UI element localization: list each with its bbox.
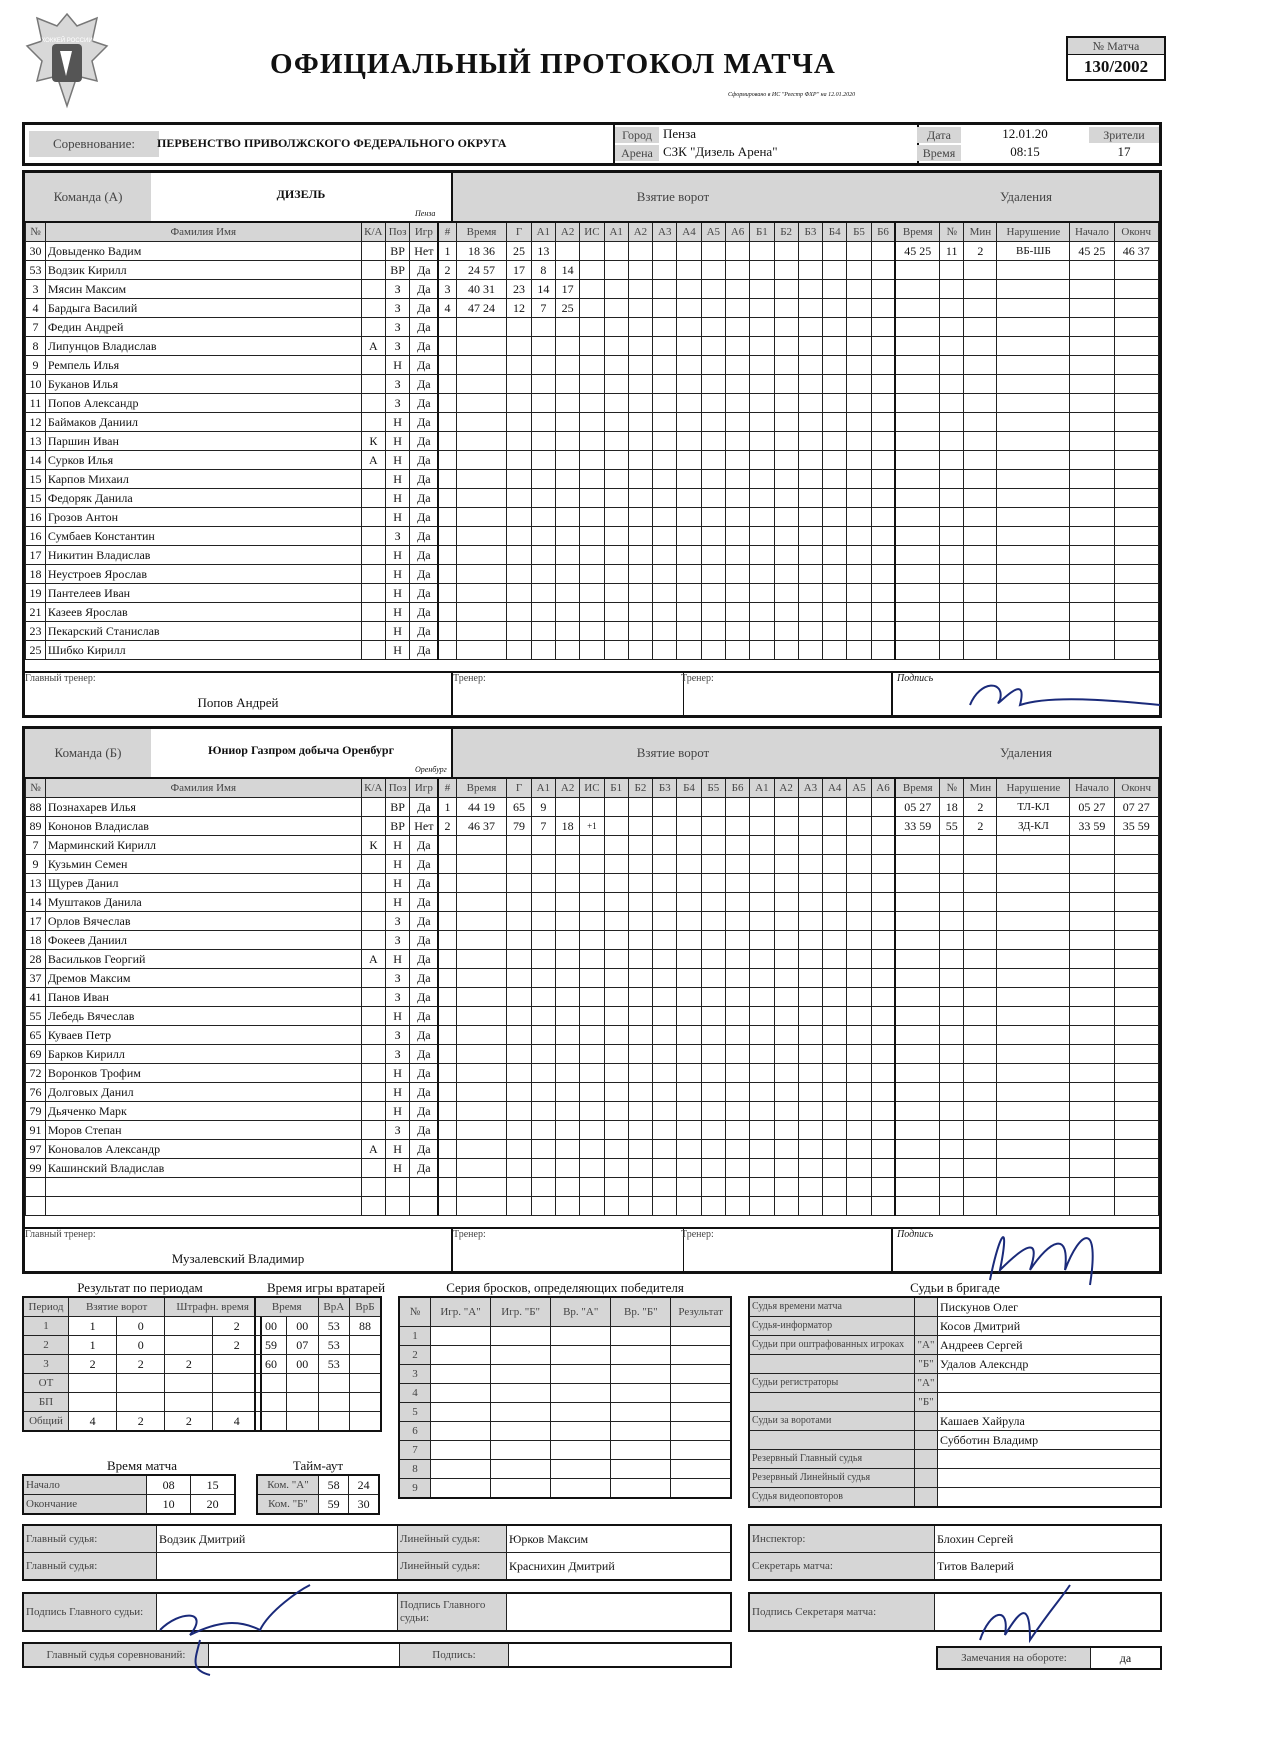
teamB-goals-title: Взятие ворот [451,729,895,777]
table-row: 7 Федин Андрей З Да [26,318,1159,337]
table-row: 16 Грозов Антон Н Да [26,508,1159,527]
table-row: 9 [399,1479,731,1499]
goalie-time-title: Время игры вратарей [266,1280,386,1295]
table-row: 2 [399,1346,731,1365]
table-row: Судьи при оштрафованных игроках "А" Андреев Сергей [749,1336,1161,1355]
table-row: Субботин Владимр [749,1431,1161,1450]
table-row: 9 Кузьмин Семен Н Да [26,855,1159,874]
referee-signatures: Подпись Главного судьи: Подпись Главного судьи: [22,1592,732,1632]
table-row: 19 Пантелеев Иван Н Да [26,584,1159,603]
table-row: 21 Казеев Ярослав Н Да [26,603,1159,622]
table-row: 17 Никитин Владислав Н Да [26,546,1159,565]
page-subtitle: Сформировано в ИС "Реестр ФХР" на 12.01.2020 [728,92,856,98]
table-row: 8 [399,1460,731,1479]
table-row: 65 Куваев Петр З Да [26,1026,1159,1045]
table-row: 4 Бардыга Василий З Да 4 47 24 12 7 25 [26,299,1159,318]
teamA-sign-label: Подпись [897,673,934,684]
referees-table: Главный судья: Водзик Дмитрий Линейный судья: Юрков Максим Главный судья: Линейный судья: Краснихин Дмитрий [22,1524,732,1581]
table-row [255,1393,381,1412]
table-row [26,1178,1159,1197]
arena: СЗК "Дизель Арена" [663,144,778,159]
match-time-title: Время матча [107,1458,177,1473]
table-row: 5 [399,1403,731,1422]
table-row: Резервный Главный судья [749,1450,1161,1469]
table-row: Судьи за воротами Кашаев Хайрула [749,1412,1161,1431]
table-row [255,1374,381,1393]
page-title: ОФИЦИАЛЬНЫЙ ПРОТОКОЛ МАТЧА [270,48,836,80]
teamB-name: Юниор Газпром добыча Оренбург [207,743,395,757]
competition-label: Соревнование: [29,131,159,157]
table-row: 97 Коновалов Александр А Н Да [26,1140,1159,1159]
timeout-title: Тайм-аут [292,1458,344,1473]
teamA-name: ДИЗЕЛЬ [276,187,326,201]
table-row: 6 [399,1422,731,1441]
table-row: Судья-информатор Косов Дмитрий [749,1317,1161,1336]
teamB-coach: Музалевский Владимир [171,1251,305,1266]
table-row: Судья видеоповторов [749,1488,1161,1508]
table-row: 3 2 2 2 [23,1355,261,1374]
table-row: 79 Дьяченко Марк Н Да [26,1102,1159,1121]
table-row: 17 Орлов Вячеслав З Да [26,912,1159,931]
teamA-city: Пенза [415,209,436,218]
shootout-table: № Игр. "А" Игр. "Б" Вр. "А" Вр. "Б" Результат 1 2 3 4 5 6 7 8 9 [398,1296,732,1499]
table-row: 10 Буканов Илья З Да [26,375,1159,394]
teamB-trainer-2: Тренер: [681,1229,893,1271]
table-row: 13 Щурев Данил Н Да [26,874,1159,893]
table-row: 76 Долговых Данил Н Да [26,1083,1159,1102]
secretary-signature-ink [970,1580,1080,1660]
time-label: Время [917,145,961,161]
table-row: 7 Марминский Кирилл К Н Да [26,836,1159,855]
table-row: 1 1 0 2 [23,1317,261,1336]
match-number-box [1066,36,1166,81]
table-row: ОТ [23,1374,261,1393]
table-row: 53 Водзик Кирилл ВР Да 2 24 57 17 8 14 [26,261,1159,280]
city-label: Город [615,127,659,143]
match-time-table: Начало 08 15 Окончание 10 20 [22,1474,236,1515]
remarks: Замечания на обороте: да [936,1646,1162,1670]
timeout-table: Ком. "А" 58 24 Ком. "Б" 59 30 [256,1474,380,1515]
team-a-section [22,170,1162,718]
goalie-time-table: Время ВрА ВрБ 00 00 53 88 59 07 53 60 00 53 [254,1296,382,1432]
date-label: Дата [917,127,961,143]
competition-judge: Главный судья соревнований: Подпись: [22,1642,732,1668]
table-row: 2 1 0 2 [23,1336,261,1355]
table-row: 11 Попов Александр З Да [26,394,1159,413]
table-row: 15 Карпов Михаил Н Да [26,470,1159,489]
table-row: 00 00 53 88 [255,1317,381,1336]
table-row: 37 Дремов Максим З Да [26,969,1159,988]
table-row: 7 [399,1441,731,1460]
match-number-label: № Матча [1068,38,1164,54]
teamB-penalties-title: Удаления [893,729,1159,777]
table-row: 72 Воронков Трофим Н Да [26,1064,1159,1083]
table-row: Судьи регистраторы "А" [749,1374,1161,1393]
teamA-roster-table: № Фамилия Имя К/А Поз Игр # Время Г А1 А2 ИС А1 А2 А3 А4 А5 А6 Б1 Б2 Б3 Б4 Б5 Б6 Время № Мин Нарушение Начало Оконч 30 Довыденко Вадим ВР Нет 1 18 36 25 13 45 25 11 2 ВБ-ШБ 45 25 46 37 53 Водзик Кирилл ВР Да 2 24 57 17 8 14 3 Мясин Максим З Да 3 40 31 23 14 17 4 Бардыга Василий З Да 4 47 24 12 7 25 7 Федин Андрей З Да 8 Липунцов Владислав А З Да 9 Ремпель Илья Н Да 10 Буканов Илья З Да 11 Попов Александр З Да 12 Баймаков Даниил Н Да 13 Паршин Иван К Н Да 14 Сурков Илья А Н Да 15 Карпов Михаил Н Да 15 Федоряк Данила Н Да 16 Грозов Антон Н Да 16 Сумбаев Константин З Да 17 Никитин Владислав Н Да 18 Неустроев Ярослав Н Да 19 Пантелеев Иван Н Да 21 Казеев Ярослав Н Да 23 Пекарский Станислав Н Да 25 Шибко Кирилл Н Да [25,221,1159,660]
teamA-coach-label: Главный тренер: [25,673,96,684]
brigade-table [748,1296,1162,1508]
table-row: "Б" Удалов Алексндр [749,1355,1161,1374]
table-row: 1 [399,1327,731,1346]
inspector-table: Инспектор: Блохин Сергей Секретарь матча: Титов Валерий [748,1524,1162,1581]
teamB-label: Команда (Б) [25,729,151,777]
teamB-sign-label: Подпись [897,1229,934,1240]
periods-title: Результат по периодам [77,1280,203,1295]
teamA-penalties-title: Удаления [893,173,1159,221]
team-a-signature [960,660,1170,720]
table-row: 18 Фокеев Даниил З Да [26,931,1159,950]
table-row: 8 Липунцов Владислав А З Да [26,337,1159,356]
table-row: 9 Ремпель Илья Н Да [26,356,1159,375]
table-row: "Б" [749,1393,1161,1412]
table-row: 59 07 53 [255,1336,381,1355]
table-row: 89 Кононов Владислав ВР Нет 2 46 37 79 7 18 +1 33 59 55 2 ЗД-КЛ 33 59 35 59 [26,817,1159,836]
teamB-roster-table: № Фамилия Имя К/А Поз Игр # Время Г А1 А2 ИС Б1 Б2 Б3 Б4 Б5 Б6 А1 А2 А3 А4 А5 А6 Время № Мин Нарушение Начало Оконч 88 Познахарев Илья ВР Да 1 44 19 65 9 05 27 18 2 ТЛ-КЛ 05 27 07 27 89 Кононов Владислав ВР Нет 2 46 37 79 7 18 +1 33 59 55 2 ЗД-КЛ 33 59 35 59 7 Марминский Кирилл К Н Да 9 Кузьмин Семен Н Да 13 Щурев Данил Н Да 14 Муштаков Данила Н Да 17 Орлов Вячеслав З Да 18 Фокеев Даниил З Да 28 Васильков Георгий А Н Да 37 Дремов Максим З Да 41 Панов Иван З Да 55 Лебедь Вячеслав Н Да 65 Куваев Петр З Да 69 Барков Кирилл З Да 72 Воронков Трофим Н Да 76 Долговых Данил Н Да 79 Дьяченко Марк Н Да 91 Моров Степан З Да 97 Коновалов Александр А Н Да 99 Кашинский Владислав Н Да [25,777,1159,1216]
table-row: 25 Шибко Кирилл Н Да [26,641,1159,660]
table-row: Резервный Линейный судья [749,1469,1161,1488]
logo-text: ХОККЕЙ РОССИИ [41,38,93,44]
date: 12.01.20 [1002,126,1048,141]
info-bar [22,122,1162,166]
table-row: БП [23,1393,261,1412]
table-row: 18 Неустроев Ярослав Н Да [26,565,1159,584]
table-row: 13 Паршин Иван К Н Да [26,432,1159,451]
team-b-signature [970,1210,1120,1290]
table-row: 14 Сурков Илья А Н Да [26,451,1159,470]
table-row [255,1412,381,1432]
table-row: 99 Кашинский Владислав Н Да [26,1159,1159,1178]
teamA-label: Команда (А) [25,173,151,221]
secretary-signature: Подпись Секретаря матча: [748,1592,1162,1632]
team-b-section [22,726,1162,1274]
table-row: 30 Довыденко Вадим ВР Нет 1 18 36 25 13 45 25 11 2 ВБ-ШБ 45 25 46 37 [26,242,1159,261]
arena-label: Арена [615,145,659,161]
teamA-goals-title: Взятие ворот [451,173,895,221]
time: 08:15 [1010,144,1040,159]
table-row: 12 Баймаков Даниил Н Да [26,413,1159,432]
brigade-title: Судьи в бригаде [910,1280,1000,1295]
periods-table: Период Взятие ворот Штрафн. время 1 1 0 2 2 1 0 2 3 2 2 2 ОТ БП Общий 4 2 2 4 [22,1296,262,1432]
shootout-title: Серия бросков, определяющих победителя [446,1280,684,1295]
table-row: 4 [399,1384,731,1403]
competition: ПЕРВЕНСТВО ПРИВОЛЖСКОГО ФЕДЕРАЛЬНОГО ОКРУГА [157,136,507,150]
teamB-trainer-1: Тренер: [451,1229,684,1271]
table-row: 88 Познахарев Илья ВР Да 1 44 19 65 9 05 27 18 2 ТЛ-КЛ 05 27 07 27 [26,798,1159,817]
spectators: 17 [1117,144,1131,159]
table-row: 60 00 53 [255,1355,381,1374]
table-row: 15 Федоряк Данила Н Да [26,489,1159,508]
city: Пенза [663,126,697,141]
match-number: 130/2002 [1068,54,1164,79]
teamA-coach: Попов Андрей [197,695,279,710]
table-row: 69 Барков Кирилл З Да [26,1045,1159,1064]
table-row: 14 Муштаков Данила Н Да [26,893,1159,912]
table-row: 91 Моров Степан З Да [26,1121,1159,1140]
table-row: Общий 4 2 2 4 [23,1412,261,1432]
table-row: 16 Сумбаев Константин З Да [26,527,1159,546]
main-referee-signature [150,1580,320,1680]
spectators-label: Зрители [1089,127,1159,143]
logo [22,6,112,116]
table-row: 41 Панов Иван З Да [26,988,1159,1007]
table-row: Судья времени матча Пискунов Олег [749,1297,1161,1317]
table-row: 23 Пекарский Станислав Н Да [26,622,1159,641]
teamB-coach-label: Главный тренер: [25,1229,96,1240]
table-row: 3 [399,1365,731,1384]
table-row: 3 Мясин Максим З Да 3 40 31 23 14 17 [26,280,1159,299]
teamA-trainer-1: Тренер: [451,673,684,715]
teamB-city: Оренбург [415,765,447,774]
teamA-trainer-2: Тренер: [681,673,893,715]
table-row: 28 Васильков Георгий А Н Да [26,950,1159,969]
table-row: 55 Лебедь Вячеслав Н Да [26,1007,1159,1026]
